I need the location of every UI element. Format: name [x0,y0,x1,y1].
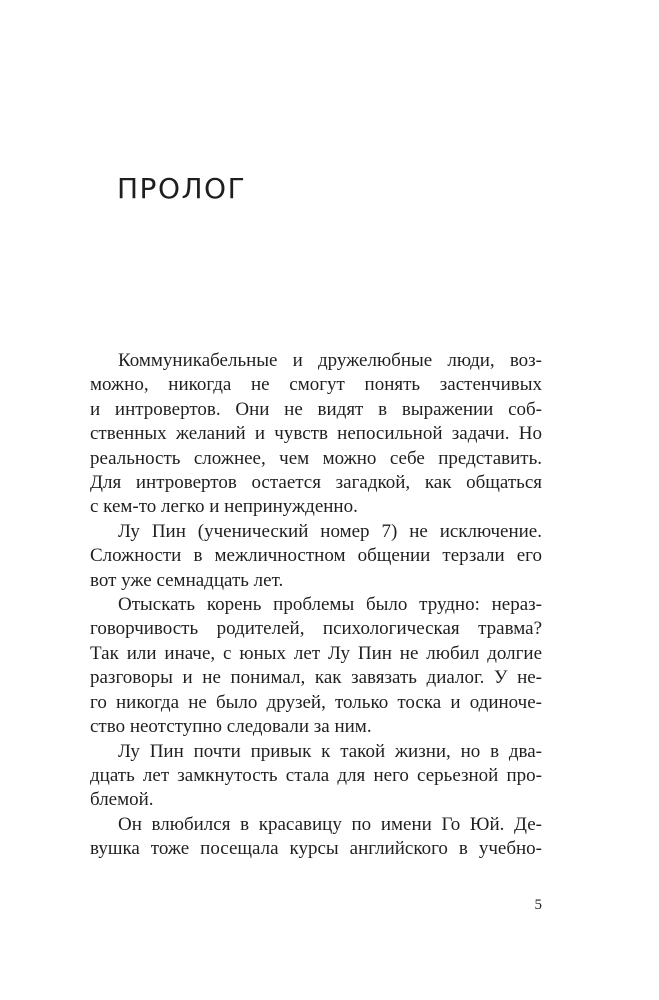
text-line: Коммуникабельные и дружелюбные люди, воз- [118,350,542,371]
paragraph [90,520,542,593]
text-line: и интровертов. Они не видят в выражении соб- [90,398,542,420]
text-line: говорчивость родителей, психологическая травма? [90,618,542,640]
text-line: ственных желаний и чувств непосильной задачи. Но [90,423,542,445]
paragraph [90,813,542,862]
text-line: дцать лет замкнутость стала для него серьезной про- [90,764,542,786]
paragraph [90,593,542,739]
text-line: Лу Пин почти привык к такой жизни, но в два- [118,740,542,762]
text-line: Так или иначе, с юных лет Лу Пин не любил долгие [90,642,542,664]
body-text [90,349,542,862]
page-number: 5 [534,897,542,913]
text-line: Для интровертов остается загадкой, как общаться [90,472,542,494]
text-line: Сложности в межличностном общении терзали его [90,545,542,567]
text-line: Лу Пин (ученический номер 7) не исключение. [118,520,542,542]
text-line: ство неотступно следовали за ним. [90,716,372,738]
text-line: можно, никогда не смогут понять застенчивых [90,374,542,396]
text-line: с кем-то легко и непринужденно. [90,496,358,518]
paragraph [90,740,542,813]
text-line: разговоры и не понимал, как завязать диалог. У не- [90,667,542,689]
text-line: го никогда не было друзей, только тоска и одиноче- [90,691,542,713]
text-line: блемой. [90,789,154,811]
text-line: Он влюбился в красавицу по имени Го Юй. Де- [118,813,542,835]
text-line: вот уже семнадцать лет. [90,569,284,591]
paragraph [90,349,542,520]
chapter-title: ПРОЛОГ [117,172,247,205]
text-line: реальность сложнее, чем можно себе представить. [90,447,542,469]
text-line: Отыскать корень проблемы было трудно: нераз- [118,594,542,616]
text-line: вушка тоже посещала курсы английского в учебно- [90,838,542,860]
